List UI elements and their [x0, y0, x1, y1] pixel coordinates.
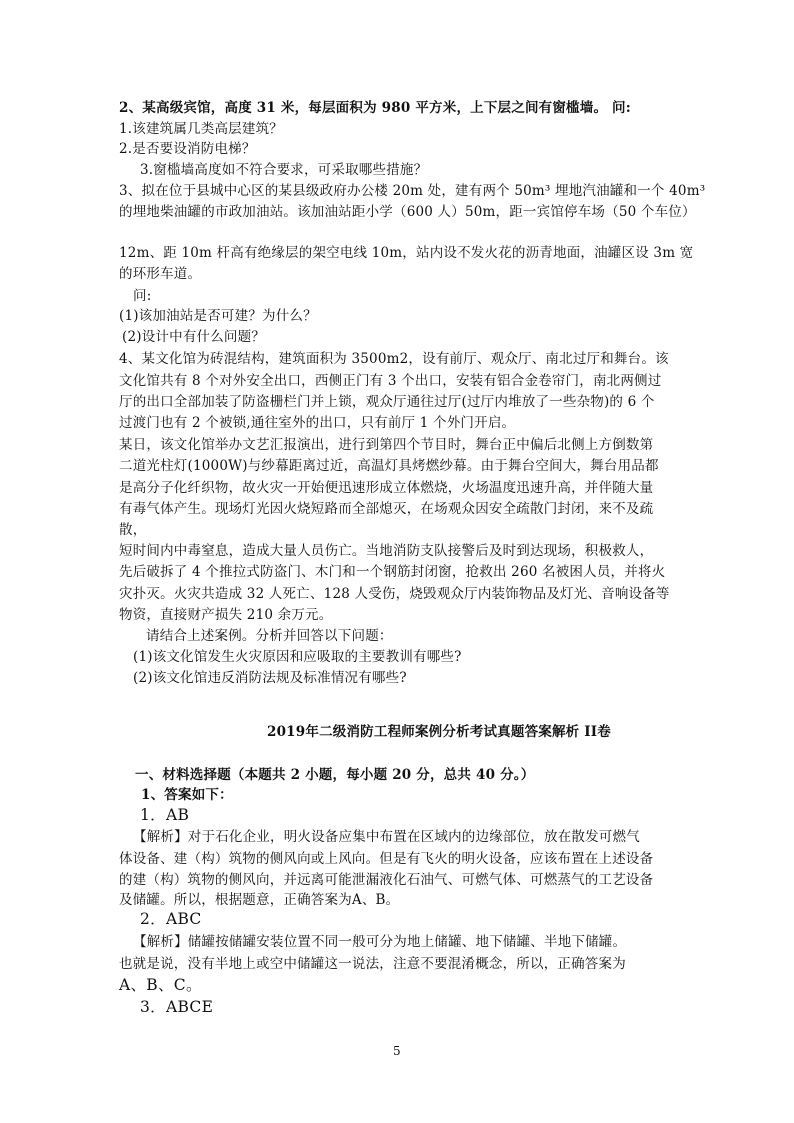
q2-heading: 2、某高级宾馆，高度 31 米，每层面积为 980 平方米，上下层之间有窗槛墙。 问:: [119, 100, 631, 116]
q3-line-3: 12m、距 10m 杆高有绝缘层的架空电线 10m，站内设不发火花的沥青地面，油罐区设 3m 宽: [119, 245, 694, 261]
q4-line-9: 散，: [119, 522, 147, 538]
q4-line-3: 厅的出口全部加装了防盗栅栏门并上锁，观众厅通往过厅(过厅内堆放了一些杂物)的 6 个: [119, 394, 655, 410]
q2-item-1: 1.该建筑属几类高层建筑？: [119, 121, 283, 137]
q4-line-5: 某日，该文化馆举办文艺汇报演出，进行到第四个节目时，舞台正中偏后北侧上方倒数第: [119, 437, 654, 453]
answer-1-explanation-line-4: 及储罐。所以，根据题意，正确答案为A、B。: [119, 892, 400, 908]
q4-line-10: 短时间内中毒窒息，造成大量人员伤亡。当地消防支队接警后及时到达现场，积极救人，: [119, 543, 654, 559]
q4-line-7: 是高分子化纤织物，故火灾一开始便迅速形成立体燃烧，火场温度迅速升高，并伴随大量: [119, 480, 654, 496]
answers-section-heading: 一、材料选择题（本题共 2 小题，每小题 20 分，总共 40 分。）: [135, 767, 535, 783]
answer-2: 2．ABC: [140, 910, 202, 928]
answers-title: 2019年二级消防工程师案例分析考试真题答案解析 II卷: [267, 724, 612, 740]
q4-line-6: 二道光柱灯(1000W)与纱幕距离过近，高温灯具烤燃纱幕。由于舞台空间大，舞台用品都: [119, 458, 659, 474]
q3-ask: 问:: [133, 288, 152, 304]
q3-question-1: (1)该加油站是否可建？为什么？: [119, 308, 317, 324]
answers-subheading: 1、答案如下：: [141, 787, 233, 803]
q4-question-1: (1)该文化馆发生火灾原因和应吸取的主要教训有哪些?: [133, 649, 462, 665]
q2-item-2: 2.是否要设消防电梯？: [119, 141, 256, 157]
q4-prompt: 请结合上述案例。分析并回答以下问题：: [146, 628, 393, 644]
answer-3: 3．ABCE: [140, 998, 214, 1016]
answer-2-explanation-line-1: 【解析】储罐按储罐安装位置不同一般可分为地上储罐、地下储罐、半地下储罐。: [133, 934, 627, 950]
answer-1-explanation-line-1: 【解析】对于石化企业，明火设备应集中布置在区域内的边缘部位，放在散发可燃气: [133, 829, 640, 845]
answer-2-explanation-line-3: A、B、C。: [119, 976, 202, 994]
q2-item-3: 3.窗槛墙高度如不符合要求，可采取哪些措施？: [140, 162, 428, 178]
q4-line-1: 4、某文化馆为砖混结构，建筑面积为 3500m2，设有前厅、观众厅、南北过厅和舞台。该: [119, 351, 669, 367]
answer-2-explanation-line-2: 也就是说，没有半地上或空中储罐这一说法，注意不要混淆概念，所以，正确答案为: [119, 956, 626, 972]
q4-question-2: (2)该文化馆违反消防法规及标准情况有哪些?: [133, 670, 407, 686]
q3-line-1: 3、拟在位于县城中心区的某县级政府办公楼 20m 处，建有两个 50m³ 埋地汽油罐和一个 40m³: [119, 183, 706, 199]
page-number: 5: [393, 1044, 401, 1058]
q3-line-2: 的埋地柴油罐的市政加油站。该加油站距小学（600 人）50m，距一宾馆停车场（50 个车位）: [119, 204, 696, 220]
q4-line-12: 灾扑灭。火灾共造成 32 人死亡、128 人受伤，烧毁观众厅内装饰物品及灯光、音响设备等: [119, 586, 670, 602]
answer-1-explanation-line-2: 体设备、建（构）筑物的侧风向或上风向。但是有飞火的明火设备，应该布置在上述设备: [119, 851, 654, 867]
answer-1: 1．AB: [140, 806, 190, 824]
answer-1-explanation-line-3: 的建（构）筑物的侧风向，并远离可能泄漏液化石油气、可燃气体、可燃蒸气的工艺设备: [119, 872, 654, 888]
q4-line-2: 文化馆共有 8 个对外安全出口，西侧正门有 3 个出口，安装有铝合金卷帘门，南北两侧过: [119, 373, 662, 389]
q4-line-11: 先后破拆了 4 个推拉式防盗门、木门和一个钢筋封闭窗，抢救出 260 名被困人员，并将火: [119, 564, 666, 580]
q3-line-4: 的环形车道。: [119, 266, 202, 282]
q4-line-8: 有毒气体产生。现场灯光因火烧短路而全部熄灭，在场观众因安全疏散门封闭，来不及疏: [119, 501, 654, 517]
q4-line-4: 过渡门也有 2 个被锁,通往室外的出口，只有前厅 1 个外门开启。: [119, 415, 516, 431]
q3-question-2: (2)设计中有什么问题？: [122, 329, 266, 345]
q4-line-13: 物资，直接财产损失 210 余万元。: [119, 607, 333, 623]
